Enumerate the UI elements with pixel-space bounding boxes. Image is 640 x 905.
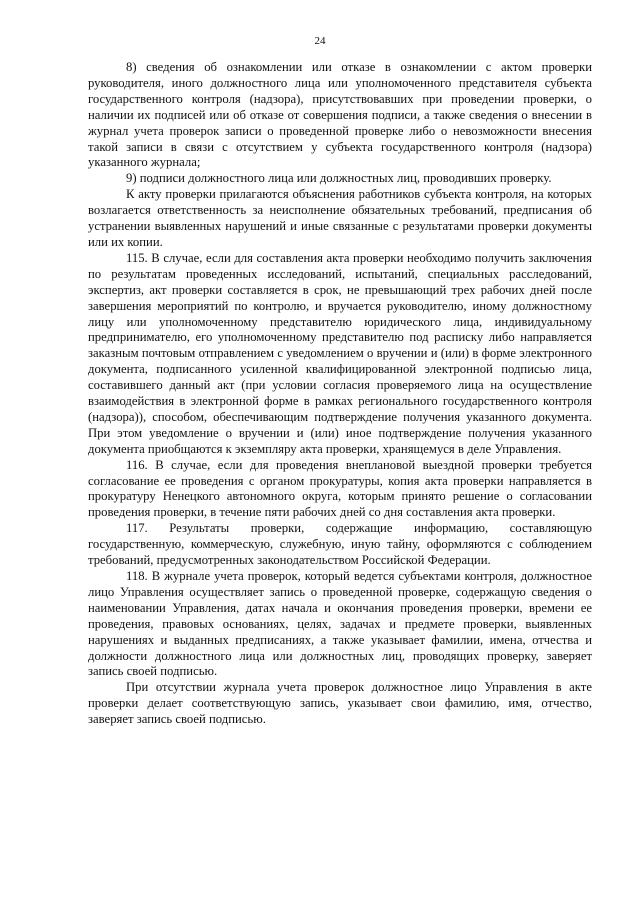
- paragraph-item-8: 8) сведения об ознакомлении или отказе в ознакомлении с актом проверки руководителя, иного должностного лица или уполномоченного представителя субъекта государственного контроля (надзора), присутствовавших при проведении проверки, о наличии их подписей или об отказе от совершения подписи, а также сведения о внесении в журнал учета проверок записи о проведенной проверке либо о невозможности внесения такой записи в связи с отсутствием у субъекта государственного контроля (надзора) указанного журнала;: [88, 60, 592, 170]
- page-number: 24: [314, 35, 326, 47]
- paragraph-116: 116. В случае, если для проведения внеплановой выездной проверки требуется согласование ее проведения с органом прокуратуры, копия акта проверки направляется в прокуратуру Ненецкого автономного округа, которым принято решение о согласовании проведения проверки, в течение пяти рабочих дней со дня составления акта проверки.: [88, 457, 592, 520]
- paragraph-attachments: К акту проверки прилагаются объяснения работников субъекта контроля, на которых возлагается ответственность за неисполнение обязательных требований, предписания об устранении выявленных нарушений и иные связанные с результатами проверки документы или их копии.: [88, 187, 592, 249]
- paragraph-item-9: 9) подписи должностного лица или должностных лиц, проводивших проверку.: [126, 171, 552, 186]
- paragraph-117: 117. Результаты проверки, содержащие информацию, составляющую государственную, коммерческую, служебную, иную тайну, оформляются с соблюдением требований, предусмотренных законодательством Российской Федерации.: [88, 521, 592, 568]
- paragraph-no-journal: При отсутствии журнала учета проверок должностное лицо Управления в акте проверки делает соответствующую запись, указывает свои фамилию, имя, отчество, заверяет запись своей подписью.: [88, 680, 592, 727]
- document-body: [88, 60, 592, 728]
- paragraph-118: 118. В журнале учета проверок, который ведется субъектами контроля, должностное лицо Управления осуществляет запись о проведенной проверке, содержащую сведения о наименовании Управления, датах начала и окончания проведения проверки, времени ее проведения, правовых основаниях, целях, задачах и предмете проверки, выявленных нарушениях и выданных предписаниях, а также указывает фамилии, имена, отчества и должности должностного лица или должностных лиц, проводящих проверку, заверяет запись своей подписью.: [88, 569, 592, 679]
- paragraph-115: 115. В случае, если для составления акта проверки необходимо получить заключения по результатам проведенных исследований, испытаний, специальных расследований, экспертиз, акт проверки составляется в срок, не превышающий трех рабочих дней после завершения мероприятий по контролю, и вручается руководителю, иному должностному лицу или уполномоченному представителю юридического лица, индивидуальному предпринимателю, его уполномоченному представителю под расписку либо направляется заказным почтовым отправлением с уведомлением о вручении и (или) в форме электронного документа, подписанного усиленной квалифицированной электронной подписью лица, составившего данный акт (при условии согласия проверяемого лица на осуществление взаимодействия в электронной форме в рамках регионального государственного контроля (надзора)), способом, обеспечивающим подтверждение получения указанного документа. При этом уведомление о вручении и (или) иное подтверждение получения указанного документа приобщаются к экземпляру акта проверки, хранящемуся в деле Управления.: [88, 250, 592, 456]
